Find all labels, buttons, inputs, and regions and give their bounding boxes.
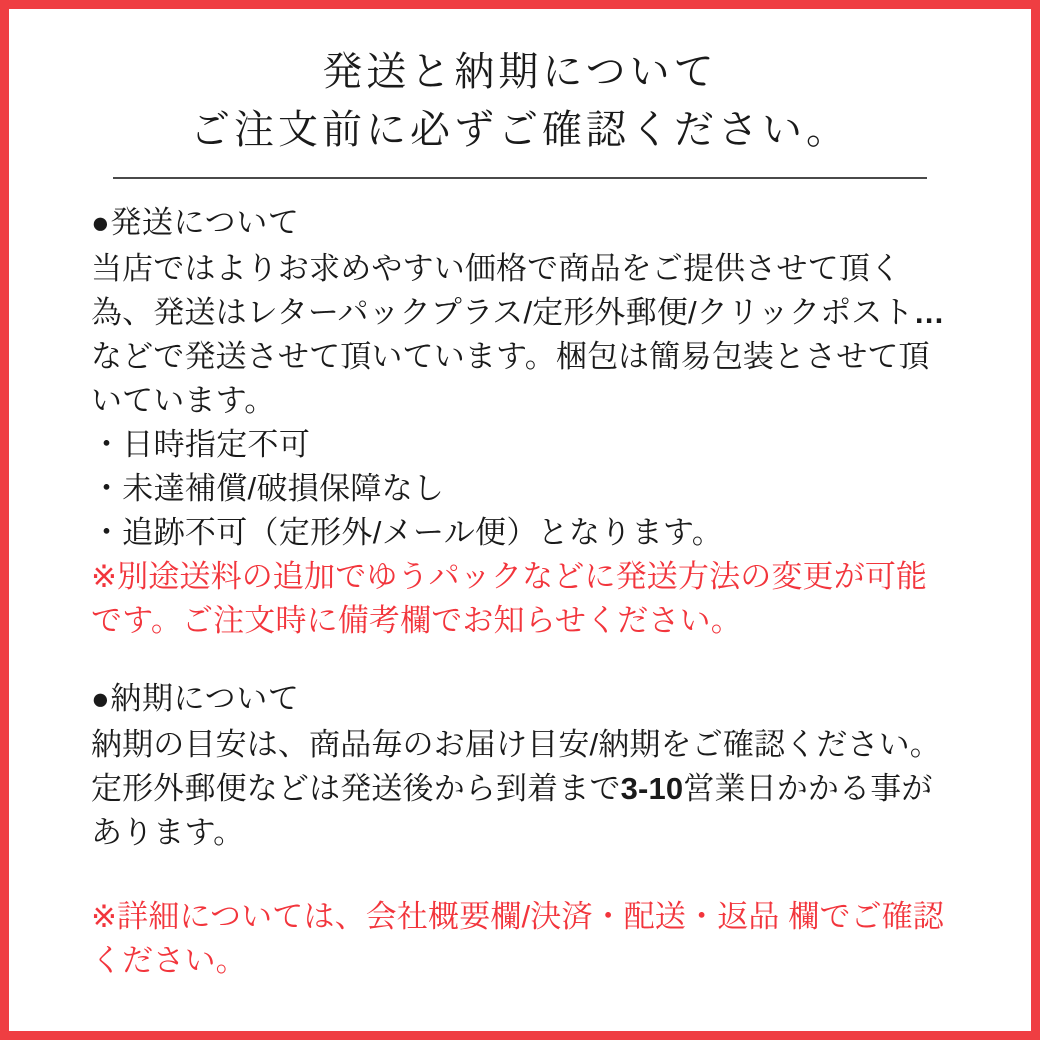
- shipping-body-part1: 当店ではよりお求めやすい価格で商品をご提供させて頂く為、発送はレターパックプラス/定形外郵便/クリックポスト: [91, 251, 914, 331]
- title-divider: [113, 177, 927, 179]
- title-line-2: ご注文前に必ずご確認ください。: [190, 108, 850, 152]
- shipping-bullet-2: ・未達補償/破損保障なし: [91, 471, 445, 507]
- shipping-bullet-1: ・日時指定不可: [91, 427, 311, 463]
- spacer-2: [91, 855, 955, 895]
- shipping-section: [53, 201, 987, 983]
- delivery-heading: ●納期について: [91, 681, 300, 717]
- shipping-body: [91, 247, 955, 423]
- spacer-1: [91, 643, 955, 677]
- shipping-body-emphasis: …: [913, 295, 945, 331]
- page-title: [53, 43, 987, 159]
- delivery-body-part2: 営業日かかる事があります。: [91, 771, 933, 851]
- title-line-1: 発送と納期について: [322, 50, 718, 94]
- shipping-bullet-3: ・追跡不可（定形外/メール便）となります。: [91, 515, 724, 551]
- delivery-body: [91, 723, 955, 855]
- shipping-heading: ●発送について: [91, 205, 300, 240]
- shipping-red-note: ※別途送料の追加でゆうパックなどに発送方法の変更が可能です。ご注文時に備考欄でお知らせください。: [91, 559, 928, 639]
- footer-note: ※詳細については、会社概要欄/決済・配送・返品 欄でご確認ください。: [91, 899, 945, 979]
- notice-content: [9, 9, 1031, 1031]
- delivery-body-part1: 納期の目安は、商品毎のお届け目安/納期をご確認ください。定形外郵便などは発送後から到着まで: [91, 727, 941, 807]
- delivery-days-emphasis: 3-10: [620, 771, 684, 807]
- shipping-body-part2: などで発送させて頂いています。梱包は簡易包装とさせて頂いています。: [91, 339, 930, 419]
